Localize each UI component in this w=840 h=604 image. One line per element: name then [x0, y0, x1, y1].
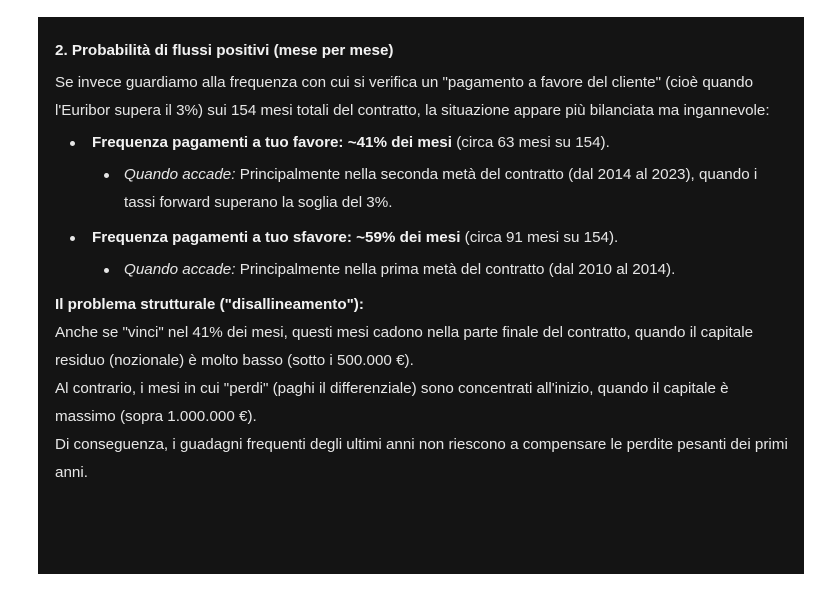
list-item	[55, 224, 788, 284]
problem-line-2: Al contrario, i mesi in cui "perdi" (paghi il differenziale) sono concentrati all'inizio, quando il capitale è massimo (sopra 1.000.000 €).	[55, 380, 729, 425]
bullet-bold-text: Frequenza pagamenti a tuo favore: ~41% dei mesi	[92, 134, 452, 151]
problem-line-3: Di conseguenza, i guadagni frequenti degli ultimi anni non riescono a compensare le perdite pesanti dei primi anni.	[55, 436, 788, 481]
bullet-text: (circa 91 mesi su 154).	[460, 229, 619, 246]
frequency-list	[55, 129, 788, 284]
sub-list	[92, 161, 788, 217]
sub-list	[92, 256, 788, 284]
sub-italic-label: Quando accade:	[124, 166, 236, 183]
response-panel	[38, 17, 804, 574]
sub-list-item	[92, 161, 788, 217]
sub-italic-label: Quando accade:	[124, 261, 236, 278]
section-heading: 2. Probabilità di flussi positivi (mese per mese)	[55, 42, 394, 59]
list-item	[55, 129, 788, 217]
intro-paragraph: Se invece guardiamo alla frequenza con cui si verifica un "pagamento a favore del cliente" (cioè quando l'Euribor supera il 3%) sui 154 mesi totali del contratto, la situazione appare più bilanciata ma ingannevole:	[55, 74, 770, 119]
sub-text: Principalmente nella prima metà del contratto (dal 2010 al 2014).	[235, 261, 676, 278]
sub-list-item	[92, 256, 788, 284]
sub-text: Principalmente nella seconda metà del contratto (dal 2014 al 2023), quando i tassi forward superano la soglia del 3%.	[124, 166, 758, 211]
bullet-bold-text: Frequenza pagamenti a tuo sfavore: ~59% dei mesi	[92, 229, 461, 246]
bullet-text: (circa 63 mesi su 154).	[451, 134, 610, 151]
problem-heading: Il problema strutturale ("disallineamento"):	[55, 296, 364, 313]
problem-line-1: Anche se "vinci" nel 41% dei mesi, questi mesi cadono nella parte finale del contratto, quando il capitale residuo (nozionale) è molto basso (sotto i 500.000 €).	[55, 324, 754, 369]
